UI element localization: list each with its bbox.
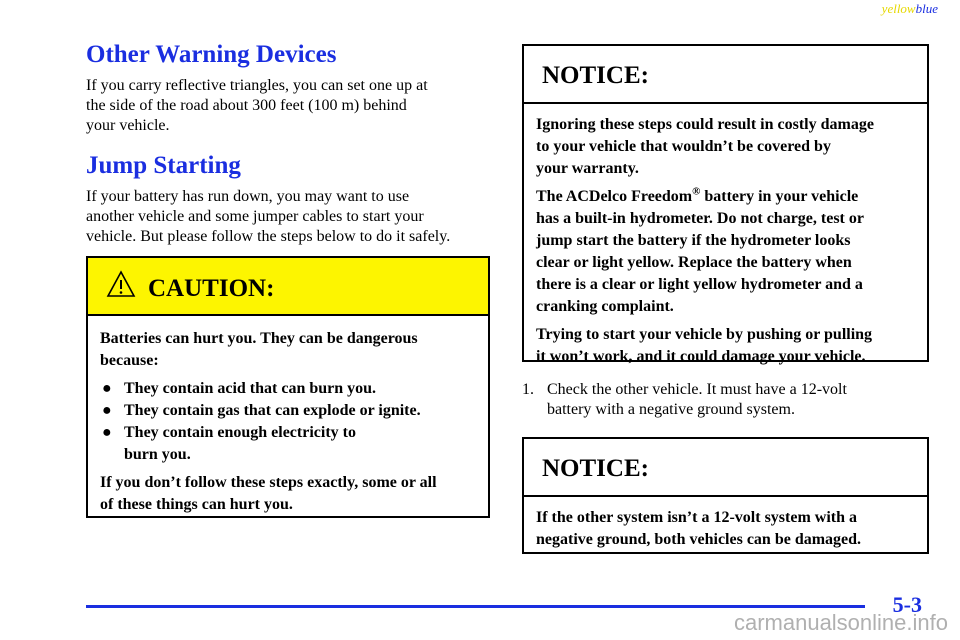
notice-paragraph	[536, 114, 915, 180]
notice-body	[524, 497, 927, 551]
text-segment: The ACDelco Freedom	[536, 188, 693, 205]
paragraph-jump-starting	[86, 187, 496, 247]
text-line: Ignoring these steps could result in costly damage	[536, 116, 874, 133]
text-line: Trying to start your vehicle by pushing or pulling	[536, 326, 873, 343]
text-line: Batteries can hurt you. They can be dangerous	[100, 330, 418, 347]
notice-header	[524, 439, 927, 497]
text-line: the side of the road about 300 feet (100 m) behind	[86, 97, 407, 114]
watermark: carmanualsonline.info	[733, 610, 948, 635]
caution-header	[88, 258, 488, 316]
page-number: 5-3	[892, 592, 922, 617]
bullet-text: They contain acid that can burn you.	[124, 380, 377, 397]
caution-box	[86, 256, 490, 518]
text-line: If you don’t follow these steps exactly, some or all	[100, 474, 437, 491]
notice-title: NOTICE:	[542, 62, 649, 89]
bullet-icon: ●	[102, 424, 112, 441]
text-line: your warranty.	[536, 160, 639, 177]
color-registration-tag	[882, 1, 938, 17]
text-line: because:	[100, 352, 159, 369]
caution-bullet	[100, 422, 476, 466]
text-line: has a built‑in hydrometer. Do not charge, test or	[536, 210, 864, 227]
bullet-icon: ●	[102, 402, 112, 419]
registered-mark: ®	[692, 185, 701, 198]
caution-body	[88, 316, 488, 516]
text-line: it won’t work, and it could damage your vehicle.	[536, 348, 866, 365]
text-line: If the other system isn’t a 12‑volt system with a	[536, 509, 857, 526]
caution-bullet-list	[100, 378, 476, 466]
notice-body	[524, 104, 927, 368]
caution-outro	[100, 472, 476, 516]
warning-triangle-icon	[106, 270, 136, 298]
caution-bullet	[100, 378, 476, 400]
paragraph-other-warning	[86, 76, 496, 136]
text-line: your vehicle.	[86, 117, 170, 134]
text-line: battery with a negative ground system.	[547, 401, 795, 418]
step-number: 1.	[522, 381, 534, 398]
text-line: jump start the battery if the hydrometer looks	[536, 232, 851, 249]
text-line	[536, 186, 915, 208]
caution-bullet	[100, 400, 476, 422]
text-line: there is a clear or light yellow hydrometer and a	[536, 276, 863, 293]
notice-box-ground	[522, 437, 929, 554]
notice-box-battery	[522, 44, 929, 365]
tag-blue: blue	[915, 1, 938, 16]
tag-yellow: yellow	[881, 1, 916, 16]
heading-jump-starting: Jump Starting	[86, 152, 241, 179]
text-line: If your battery has run down, you may want to use	[86, 188, 410, 205]
bullet-text-continued: burn you.	[124, 446, 191, 463]
text-segment: battery in your vehicle	[700, 188, 859, 205]
heading-other-warning-devices: Other Warning Devices	[86, 41, 337, 68]
caution-intro	[100, 328, 476, 372]
bullet-text: They contain enough electricity to	[124, 424, 356, 441]
step-text	[547, 380, 932, 420]
notice-title: NOTICE:	[542, 455, 649, 482]
notice-paragraph	[536, 186, 915, 318]
text-line: vehicle. But please follow the steps below to do it safely.	[86, 228, 451, 245]
text-line: to your vehicle that wouldn’t be covered by	[536, 138, 831, 155]
left-column	[86, 40, 496, 247]
caution-title: CAUTION:	[148, 275, 275, 302]
text-line: of these things can hurt you.	[100, 496, 293, 513]
notice-paragraph	[536, 324, 915, 368]
text-line: negative ground, both vehicles can be damaged.	[536, 531, 862, 548]
bullet-text: They contain gas that can explode or ignite.	[124, 402, 421, 419]
step-1	[522, 380, 932, 420]
bullet-icon: ●	[102, 380, 112, 397]
text-line: If you carry reflective triangles, you can set one up at	[86, 77, 428, 94]
text-line: cranking complaint.	[536, 298, 674, 315]
notice-header	[524, 46, 927, 104]
text-line: another vehicle and some jumper cables to start your	[86, 208, 424, 225]
footer-rule	[86, 605, 865, 608]
notice-paragraph	[536, 507, 915, 551]
text-line: clear or light yellow. Replace the battery when	[536, 254, 852, 271]
text-line: Check the other vehicle. It must have a 12‑volt	[547, 381, 847, 398]
